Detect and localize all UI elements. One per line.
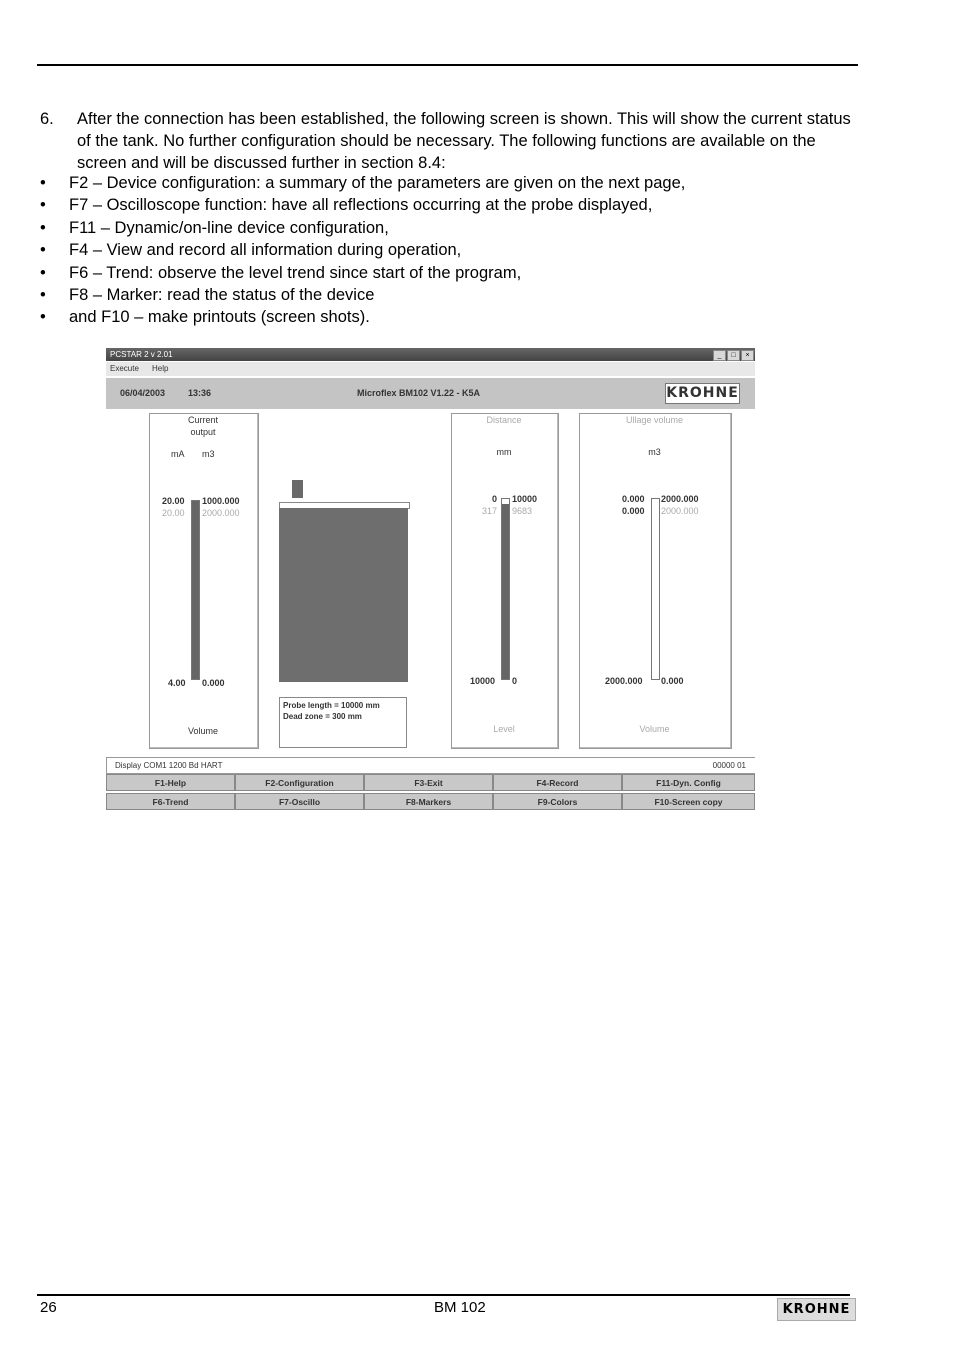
distance-top-left-grey: 317 bbox=[482, 506, 498, 516]
ullage-bar bbox=[651, 498, 660, 680]
f2-configuration-button[interactable]: F2-Configuration bbox=[235, 774, 364, 791]
ullage-unit: m3 bbox=[648, 447, 661, 457]
list-item: • F11 – Dynamic/on-line device configuration, bbox=[40, 217, 685, 239]
maximize-icon[interactable]: □ bbox=[727, 350, 740, 361]
menu-help[interactable]: Help bbox=[152, 364, 169, 373]
current-output-panel bbox=[149, 413, 259, 749]
probe-info-box bbox=[279, 697, 407, 748]
list-item: • F4 – View and record all information during operation, bbox=[40, 239, 685, 261]
current-output-footer: Volume bbox=[187, 726, 219, 736]
distance-footer: Level bbox=[493, 724, 515, 734]
bottom-rule bbox=[37, 1294, 850, 1296]
status-header bbox=[106, 378, 755, 409]
current-output-title-1: Current bbox=[187, 415, 218, 425]
device-name: Microflex BM102 V1.22 - K5A bbox=[357, 388, 481, 398]
window-titlebar bbox=[106, 348, 755, 361]
menu-execute[interactable]: Execute bbox=[110, 364, 139, 373]
list-item: • F8 – Marker: read the status of the device bbox=[40, 284, 685, 306]
f10-screen-copy-button[interactable]: F10-Screen copy bbox=[622, 793, 755, 810]
unit-ma: mA bbox=[171, 449, 185, 459]
current-output-fill bbox=[192, 501, 199, 679]
list-item: • F6 – Trend: observe the level trend since start of the program, bbox=[40, 262, 685, 284]
distance-fill bbox=[502, 504, 509, 679]
distance-unit: mm bbox=[496, 447, 512, 457]
distance-top-right-grey: 9683 bbox=[512, 506, 533, 516]
distance-title: Distance bbox=[486, 415, 522, 425]
distance-bar bbox=[501, 498, 510, 680]
f9-colors-button[interactable]: F9-Colors bbox=[493, 793, 622, 810]
minimize-icon[interactable]: _ bbox=[713, 350, 726, 361]
unit-m3: m3 bbox=[202, 449, 215, 459]
list-item: • F2 – Device configuration: a summary of the parameters are given on the next page, bbox=[40, 172, 685, 194]
probe-icon bbox=[292, 480, 303, 498]
status-connection: Display COM1 1200 Bd HART bbox=[115, 761, 223, 770]
step-text: After the connection has been established, the following screen is shown. This will show the current status of the tank. No further configuration should be necessary. The following functions are available on the screen and will be discussed further in section 8.4: bbox=[77, 110, 851, 172]
current-output-title-2: output bbox=[190, 427, 216, 437]
step-number: 6. bbox=[40, 110, 54, 128]
ullage-top-right: 2000.000 bbox=[661, 494, 699, 504]
time: 13:36 bbox=[188, 388, 212, 398]
f1-help-button[interactable]: F1-Help bbox=[106, 774, 235, 791]
current-bottom-right: 0.000 bbox=[202, 678, 225, 688]
f3-exit-button[interactable]: F3-Exit bbox=[364, 774, 493, 791]
distance-top-left: 0 bbox=[492, 494, 498, 504]
list-item: • and F10 – make printouts (screen shots). bbox=[40, 306, 685, 328]
footer-krohne-logo: KROHNE bbox=[777, 1298, 856, 1321]
menu-bar bbox=[106, 362, 755, 376]
pcstar-screenshot bbox=[106, 348, 755, 813]
f8-markers-button[interactable]: F8-Markers bbox=[364, 793, 493, 810]
ullage-footer: Volume bbox=[639, 724, 670, 734]
current-top-right: 1000.000 bbox=[202, 496, 240, 506]
ullage-top-left: 0.000 bbox=[622, 494, 645, 504]
ullage-top-left-2: 0.000 bbox=[622, 506, 645, 516]
ullage-top-right-grey: 2000.000 bbox=[661, 506, 699, 516]
ullage-bottom-left: 2000.000 bbox=[605, 676, 643, 686]
f7-oscillo-button[interactable]: F7-Oscillo bbox=[235, 793, 364, 810]
status-bar bbox=[106, 757, 755, 774]
f6-trend-button[interactable]: F6-Trend bbox=[106, 793, 235, 810]
function-list bbox=[40, 172, 685, 329]
current-top-right-grey: 2000.000 bbox=[202, 508, 240, 518]
date: 06/04/2003 bbox=[120, 388, 166, 398]
page-number: 26 bbox=[40, 1299, 57, 1316]
list-item: • F7 – Oscilloscope function: have all reflections occurring at the probe displayed, bbox=[40, 194, 685, 216]
current-bottom-left: 4.00 bbox=[168, 678, 186, 688]
ullage-title: Ullage volume bbox=[625, 415, 684, 425]
f4-record-button[interactable]: F4-Record bbox=[493, 774, 622, 791]
window-title: PCSTAR 2 v 2.01 bbox=[110, 350, 173, 359]
distance-bottom-right: 0 bbox=[512, 676, 518, 686]
krohne-logo: KROHNE bbox=[665, 383, 740, 404]
current-output-bar bbox=[191, 500, 200, 680]
f11-dyn-config-button[interactable]: F11-Dyn. Config bbox=[622, 774, 755, 791]
distance-bottom-left: 10000 bbox=[470, 676, 496, 686]
probe-length: Probe length = 10000 mm bbox=[283, 701, 380, 710]
ullage-bottom-right: 0.000 bbox=[661, 676, 684, 686]
close-icon[interactable]: × bbox=[741, 350, 754, 361]
current-top-left: 20.00 bbox=[162, 496, 185, 506]
current-top-left-grey: 20.00 bbox=[162, 508, 185, 518]
status-code: 00000 01 bbox=[712, 761, 746, 770]
top-rule bbox=[37, 64, 858, 66]
doc-id: BM 102 bbox=[434, 1299, 486, 1316]
distance-top-right: 10000 bbox=[512, 494, 538, 504]
tank-level bbox=[279, 508, 408, 682]
dead-zone: Dead zone = 300 mm bbox=[283, 712, 362, 721]
